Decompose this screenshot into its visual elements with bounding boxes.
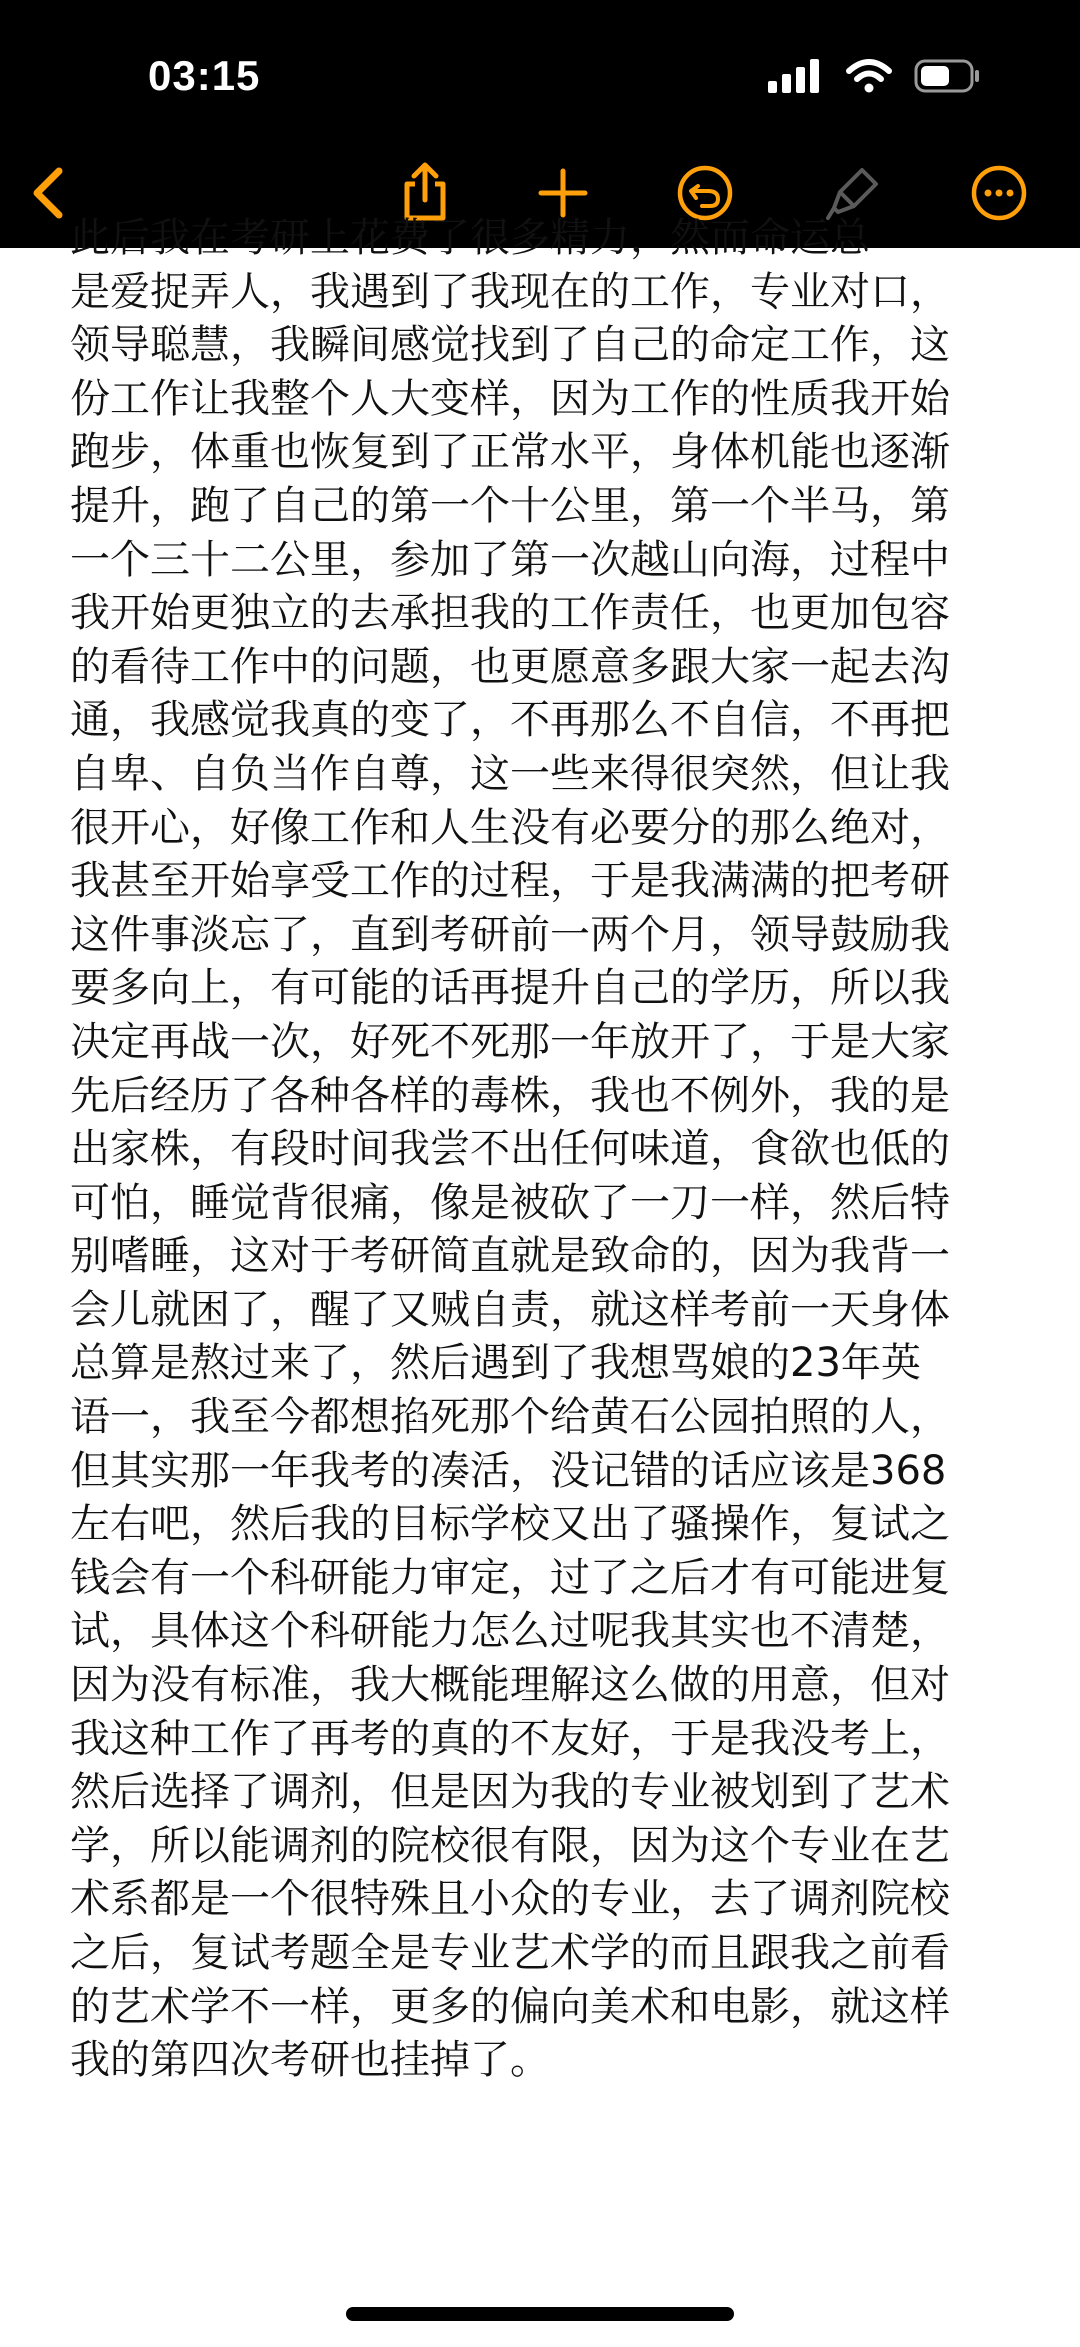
note-line: 因为没有标准，我大概能理解这么做的用意，但对 [70,1662,950,1709]
note-line: 要多向上，有可能的话再提升自己的学历，所以我 [70,965,950,1012]
note-line: 我的第四次考研也挂掉了。 [70,2037,550,2084]
note-line: 一个三十二公里，参加了第一次越山向海，过程中 [70,536,950,583]
note-line: 份工作让我整个人大变样，因为工作的性质我开始 [70,375,950,422]
note-line: 学，所以能调剂的院校很有限，因为这个专业在艺 [70,1822,950,1869]
note-content[interactable] [0,215,1080,2347]
note-line: 之后，复试考题全是专业艺术学的而且跟我之前看 [70,1930,950,1976]
note-line: 试，具体这个科研能力怎么过呢我其实也不清楚， [70,1608,950,1655]
note-line: 左右吧，然后我的目标学校又出了骚操作，复试之 [70,1501,950,1548]
wifi-icon [846,59,892,97]
back-icon [29,165,69,225]
note-line: 总算是熬过来了，然后遇到了我想骂娘的23年英 [70,1340,921,1387]
signal-icon [768,59,824,97]
note-line: 这件事淡忘了，直到考研前一两个月，领导鼓励我 [70,911,950,958]
note-line: 此后我在考研上花费了很多精力，然而命运总 [70,215,870,261]
note-line: 术系都是一个很特殊且小众的专业，去了调剂院校 [70,1876,950,1923]
note-line: 提升，跑了自己的第一个十公里，第一个半马，第 [70,482,950,529]
note-line: 我甚至开始享受工作的过程，于是我满满的把考研 [70,858,950,905]
note-line: 跑步，体重也恢复到了正常水平，身体机能也逐渐 [70,429,950,476]
note-line: 语一，我至今都想掐死那个给黄石公园拍照的人， [70,1394,950,1441]
note-line: 通，我感觉我真的变了，不再那么不自信，不再把 [70,697,950,744]
top-bar [0,0,1080,248]
note-line: 是爱捉弄人，我遇到了我现在的工作，专业对口， [70,268,950,315]
note-line: 可怕，睡觉背很痛，像是被砍了一刀一样，然后特 [70,1179,950,1226]
status-time: 03:15 [148,52,261,99]
note-line: 的艺术学不一样，更多的偏向美术和电影，就这样 [70,1983,950,2030]
note-line: 自卑、自负当作自尊，这一些来得很突然，但让我 [70,750,950,797]
note-line: 很开心，好像工作和人生没有必要分的那么绝对， [70,804,950,851]
note-line: 然后选择了调剂，但是因为我的专业被划到了艺术 [70,1769,950,1816]
note-line: 我开始更独立的去承担我的工作责任，也更加包容 [70,590,950,637]
note-line: 的看待工作中的问题，也更愿意多跟大家一起去沟 [70,643,950,690]
note-line: 决定再战一次，好死不死那一年放开了，于是大家 [70,1018,950,1065]
note-text[interactable] [70,212,1030,2088]
home-indicator [346,2307,734,2321]
note-line: 先后经历了各种各样的毒株，我也不例外，我的是 [70,1072,950,1119]
note-line: 会儿就困了，醒了又贼自责，就这样考前一天身体 [70,1286,950,1333]
battery-icon [914,59,980,97]
note-line: 出家株，有段时间我尝不出任何味道，食欲也低的 [70,1126,950,1173]
note-line: 我这种工作了再考的真的不友好，于是我没考上， [70,1715,950,1762]
note-line: 领导聪慧，我瞬间感觉找到了自己的命定工作，这 [70,322,950,369]
note-line: 别嗜睡，这对于考研简直就是致命的，因为我背一 [70,1233,950,1280]
note-line: 但其实那一年我考的凑活，没记错的话应该是368 [70,1447,947,1494]
status-icons [768,58,980,98]
note-line: 钱会有一个科研能力审定，过了之后才有可能进复 [70,1554,950,1601]
